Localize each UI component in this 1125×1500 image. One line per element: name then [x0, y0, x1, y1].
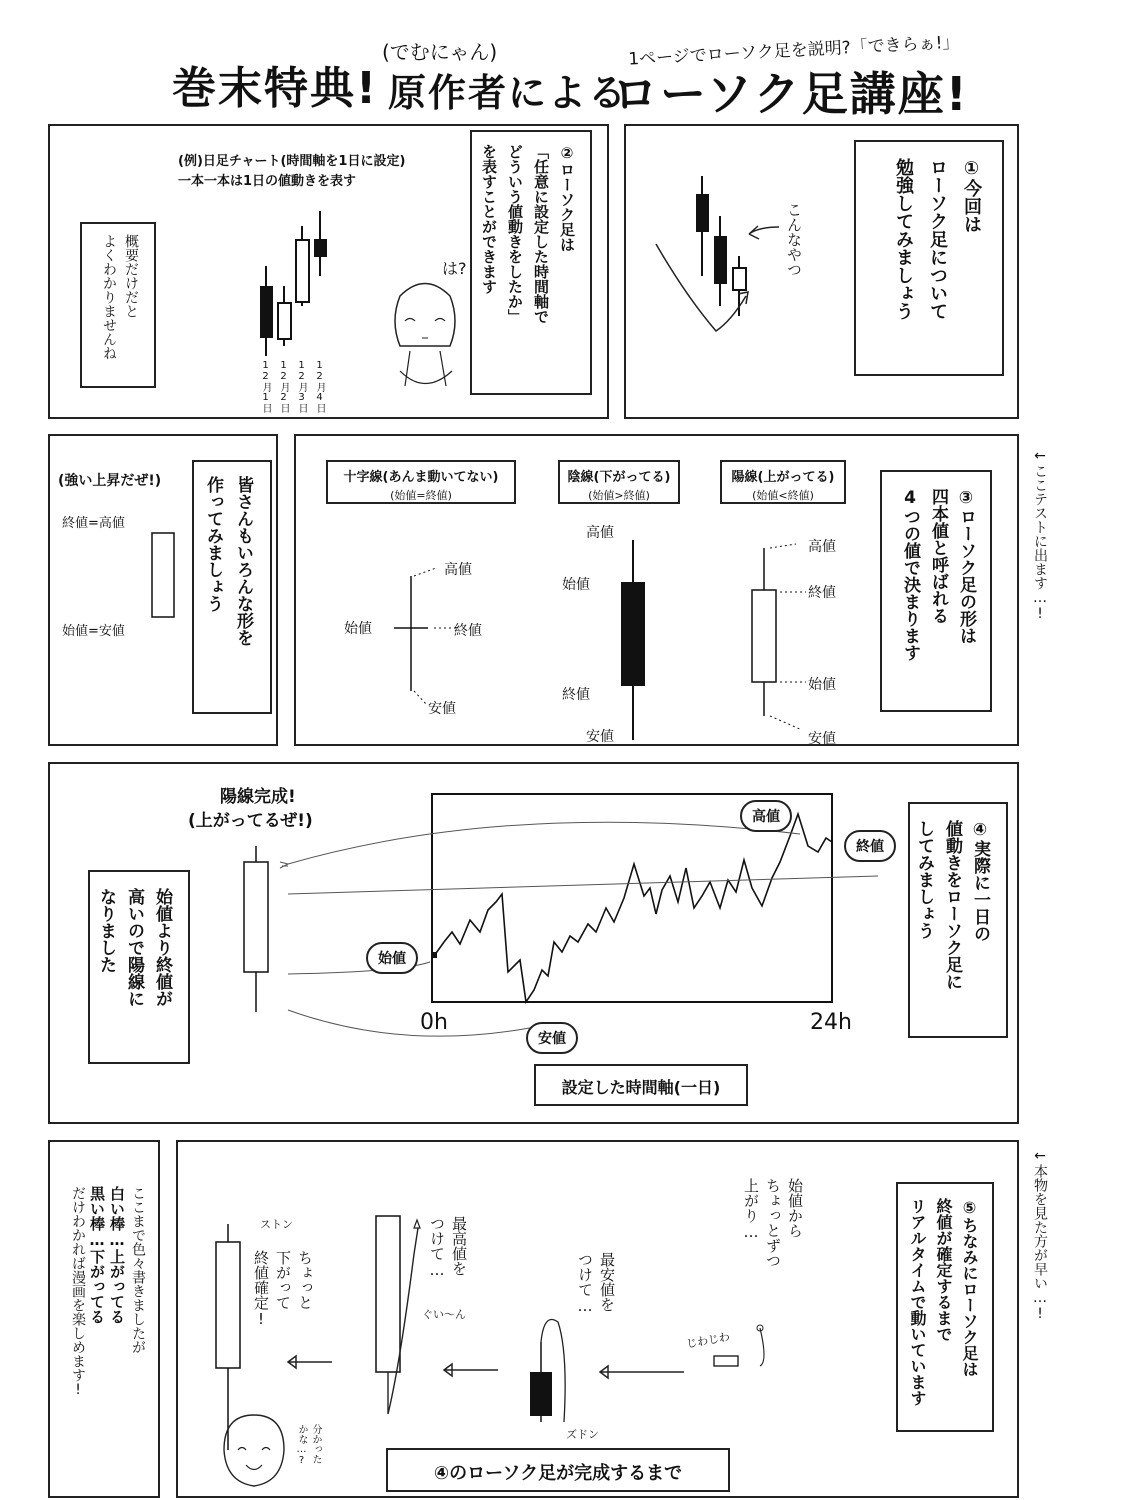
doji-open: 始値: [344, 621, 372, 637]
title-right: ローソク足講座!: [612, 67, 969, 121]
panel-try-shapes: [48, 434, 278, 746]
bear-close: 終値: [562, 687, 590, 703]
bull-title: 陽線(上がってる): [731, 470, 835, 485]
sfx-zudon: ズドン: [566, 1428, 599, 1441]
bear-title-box: [558, 460, 680, 504]
girl-words: 分かった かな…?: [296, 1424, 321, 1466]
doji-close: 終値: [454, 623, 482, 639]
open-pill: 始値: [366, 942, 418, 974]
title-left: 巻末特典!: [172, 63, 379, 114]
narration-4-text: 皆さんもいろんな形を 作ってみましょう: [203, 476, 253, 646]
arrow-icon: [744, 222, 784, 242]
x-start-label: 0h: [420, 1010, 448, 1035]
candle-bull: [296, 240, 309, 302]
panel-intro: [624, 124, 1019, 419]
bull-candle: [736, 540, 846, 740]
side-note-real: ←本物を見た方が早い…!: [1032, 1148, 1048, 1322]
narration-3-text: ③ローソク足の形は 四本値と呼ばれる 4つの値で決まります: [900, 488, 976, 661]
doji-sub: (始値=終値): [390, 489, 452, 502]
sfx-ston: ストン: [260, 1218, 293, 1231]
girl-drawing-small: [214, 1410, 294, 1490]
doji-title: 十字線(あんま動いてない): [343, 470, 499, 485]
date-label-4: 12月4日: [314, 360, 325, 413]
doji-high: 高値: [444, 562, 472, 578]
summary-normal-2: だけわかれば漫画を楽しめます!: [70, 1186, 86, 1398]
open-equals-low: 始値=安値: [62, 624, 125, 639]
candle-bear: [260, 286, 273, 338]
bear-high: 高値: [586, 525, 614, 541]
bull-open: 始値: [808, 677, 836, 693]
sfx-gui: ぐい〜ん: [422, 1308, 466, 1321]
bear-sub: (始値>終値): [588, 489, 650, 502]
summary-bold-1: 白い棒…上がってる: [108, 1186, 126, 1324]
summary-normal-1: ここまで色々書きましたが: [130, 1186, 146, 1354]
narration-box-4: [192, 460, 272, 714]
narration-1-text: ①今回は ローソク足について 勉強してみましょう: [893, 158, 982, 320]
panel-four-values: [294, 434, 1019, 746]
side-note-1: こんなやつ: [785, 202, 803, 277]
title-mid: 原作者による: [388, 71, 629, 115]
close-pill: 終値: [844, 830, 896, 862]
bull-sub: (始値<終値): [752, 489, 814, 502]
step1-text: 始値から ちょっとずつ 上がり…: [742, 1178, 804, 1268]
close-equals-high: 終値=高値: [62, 516, 125, 531]
header-note: 1ページでローソク足を説明?「できらぁ!」: [627, 32, 960, 70]
arrow-left-icon: [284, 1352, 334, 1372]
explain-text: 始値より終値が 高いので陽線に なりました: [96, 888, 172, 1007]
high-pill: 高値: [740, 800, 792, 832]
candle-bull: [733, 268, 746, 290]
x-end-label: 24h: [810, 1010, 852, 1035]
bull-high: 高値: [808, 539, 836, 555]
narration-box-2: [470, 130, 592, 395]
sfx-jiwa: じわじわ: [685, 1330, 731, 1351]
bear-open: 始値: [562, 577, 590, 593]
bull-complete-1: 陽線完成!: [220, 787, 296, 807]
narration-box-1: [854, 140, 1004, 376]
girl-speech: は?: [442, 259, 467, 278]
panel-candlestick-definition: [48, 124, 609, 419]
summary-bold-2: 黒い棒…下がってる: [88, 1186, 106, 1324]
doji-low: 安値: [428, 701, 456, 717]
caption-6: ④のローソク足が完成するまで: [433, 1463, 683, 1484]
panel-realtime: [176, 1140, 1019, 1498]
marubozu-candle: [150, 531, 180, 621]
narration-5-text: ④実際に一日の 値動きをローソク足に してみましょう: [914, 820, 990, 990]
narration-box-5: [908, 802, 1008, 1038]
low-pill: 安値: [526, 1022, 578, 1054]
step2-text: 最安値を つけて…: [576, 1252, 616, 1315]
date-label-2: 12月2日: [278, 360, 289, 413]
arrow-left-icon: [596, 1362, 686, 1382]
bear-low: 安値: [586, 729, 614, 745]
candle-bull: [278, 303, 291, 339]
candle-bear: [314, 239, 327, 257]
doji-candle: [356, 556, 516, 716]
bull-title-box: [720, 460, 846, 504]
arrow-left-icon: [440, 1360, 500, 1380]
bull-complete-2: (上がってるぜ!): [188, 811, 313, 831]
bull-close: 終値: [808, 585, 836, 601]
explain-box: [88, 870, 190, 1064]
strong-rise-title: (強い上昇だぜ!): [58, 473, 162, 489]
title-ruby: (でむにゃん): [382, 40, 498, 64]
panel-real-day: [48, 762, 1019, 1124]
side-note-test: ←ここテストに出ます…!: [1032, 448, 1048, 622]
sample-candles: [646, 166, 766, 346]
axis-caption-box: [534, 1064, 748, 1106]
narration-6-text: ⑤ちなみにローソク足は 終値が確定するまで リアルタイムで動いています: [908, 1198, 979, 1406]
girl-comment-box: [80, 222, 156, 388]
date-label-1: 12月1日: [260, 360, 271, 413]
panel-summary: [48, 1140, 160, 1498]
bear-candle: [608, 530, 668, 740]
example-line-1: (例)日足チャート(時間軸を1日に設定): [178, 154, 406, 169]
girl-comment-text: 概要だけだと よくわかりませんね: [101, 234, 139, 360]
narration-box-6: [896, 1182, 994, 1432]
candle-bear: [714, 236, 727, 284]
step3-text: 最高値を つけて…: [428, 1216, 468, 1279]
bull-low: 安値: [808, 731, 836, 747]
caption-box-6: [386, 1448, 730, 1492]
narration-2-text: ②ローソク足は 「任意に設定した時間軸で どういう値動きをしたか」 を表すことができます: [480, 144, 576, 324]
candle-bear: [696, 194, 709, 232]
date-label-3: 12月3日: [296, 360, 307, 413]
girl-drawing: [380, 276, 470, 406]
doji-title-box: [326, 460, 516, 504]
step4-text: ちょっと 下がって 終値確定!: [252, 1250, 314, 1328]
narration-box-3: [880, 470, 992, 712]
axis-caption: 設定した時間軸(一日): [561, 1078, 721, 1097]
bear-title: 陰線(下がってる): [567, 470, 671, 485]
example-line-2: 一本一本は1日の値動きを表す: [178, 174, 357, 189]
